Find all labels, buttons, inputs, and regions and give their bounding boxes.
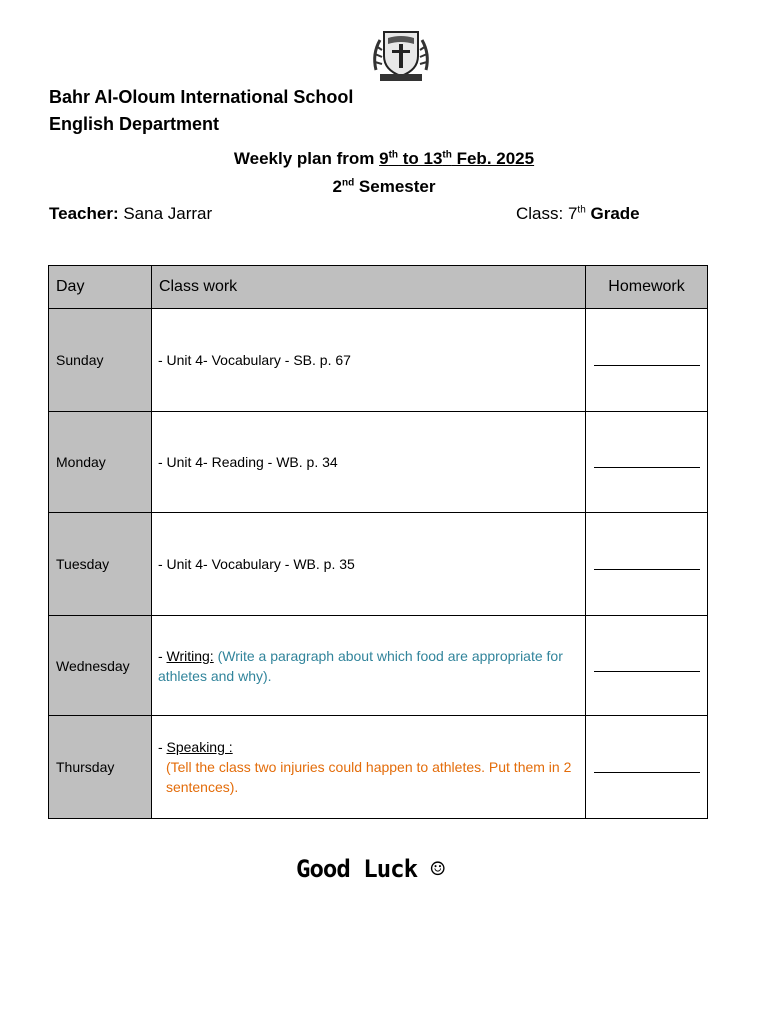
day-cell: Tuesday xyxy=(49,513,152,616)
table-header-row xyxy=(49,266,708,309)
day-cell: Thursday xyxy=(49,716,152,819)
class-work-cell xyxy=(151,716,585,819)
class-work-cell: - Unit 4- Vocabulary - WB. p. 35 xyxy=(151,513,585,616)
header-class-work: Class work xyxy=(151,266,585,309)
date-to: to 13 xyxy=(398,149,443,168)
weekly-plan-title xyxy=(0,149,768,169)
day-cell: Wednesday xyxy=(49,616,152,716)
header-day: Day xyxy=(49,266,152,309)
good-luck-message: Good Luck ☺ xyxy=(296,855,444,883)
plan-prefix: Weekly plan from xyxy=(233,149,380,168)
class-info xyxy=(516,204,640,224)
class-work-cell: - Unit 4- Vocabulary - SB. p. 67 xyxy=(151,309,585,412)
speaking-label: Speaking : xyxy=(166,739,233,755)
school-header xyxy=(49,84,353,138)
weekly-plan-table xyxy=(48,265,708,819)
teacher-name: Sana Jarrar xyxy=(118,204,213,223)
header-homework: Homework xyxy=(586,266,708,309)
homework-cell xyxy=(586,513,708,616)
date-start-sup: th xyxy=(388,149,399,161)
homework-cell xyxy=(586,616,708,716)
table-row xyxy=(49,616,708,716)
table-row xyxy=(49,412,708,513)
date-start: 9 xyxy=(379,149,389,168)
school-logo xyxy=(370,26,432,84)
homework-cell xyxy=(586,412,708,513)
class-work-cell: - Unit 4- Reading - WB. p. 34 xyxy=(151,412,585,513)
homework-blank-line xyxy=(594,758,700,773)
class-grade: Grade xyxy=(585,204,640,223)
teacher-label: Teacher: xyxy=(49,204,119,223)
school-name: Bahr Al-Oloum International School xyxy=(49,87,354,107)
task-dash: - xyxy=(157,647,167,664)
table-row xyxy=(49,513,708,616)
plan-date-range xyxy=(379,149,534,168)
semester-sup: nd xyxy=(341,177,355,189)
writing-task-text: (Write a paragraph about which food are appropriate for athletes and why). xyxy=(157,647,563,684)
class-work-cell xyxy=(151,616,585,716)
date-end: Feb. 2025 xyxy=(451,149,535,168)
class-num: 7 xyxy=(563,204,578,223)
class-sup: th xyxy=(577,204,586,216)
teacher-info xyxy=(49,204,212,224)
homework-blank-line xyxy=(594,351,700,366)
homework-blank-line xyxy=(594,453,700,468)
table-row xyxy=(49,716,708,819)
semester-num: 2 xyxy=(332,177,342,196)
day-cell: Monday xyxy=(49,412,152,513)
semester-text: Semester xyxy=(354,177,436,196)
homework-blank-line xyxy=(594,657,700,672)
day-cell: Sunday xyxy=(49,309,152,412)
writing-label: Writing: xyxy=(166,647,214,664)
homework-blank-line xyxy=(594,555,700,570)
date-end-sup: th xyxy=(442,149,452,161)
homework-cell xyxy=(586,309,708,412)
homework-cell xyxy=(586,716,708,819)
department-name: English Department xyxy=(49,114,220,134)
class-label: Class: xyxy=(516,204,564,223)
speaking-task-text: (Tell the class two injuries could happen to athletes. Put them in 2 sentences). xyxy=(165,759,572,795)
task-dash: - xyxy=(157,739,167,755)
semester-title xyxy=(0,177,768,197)
table-row xyxy=(49,309,708,412)
